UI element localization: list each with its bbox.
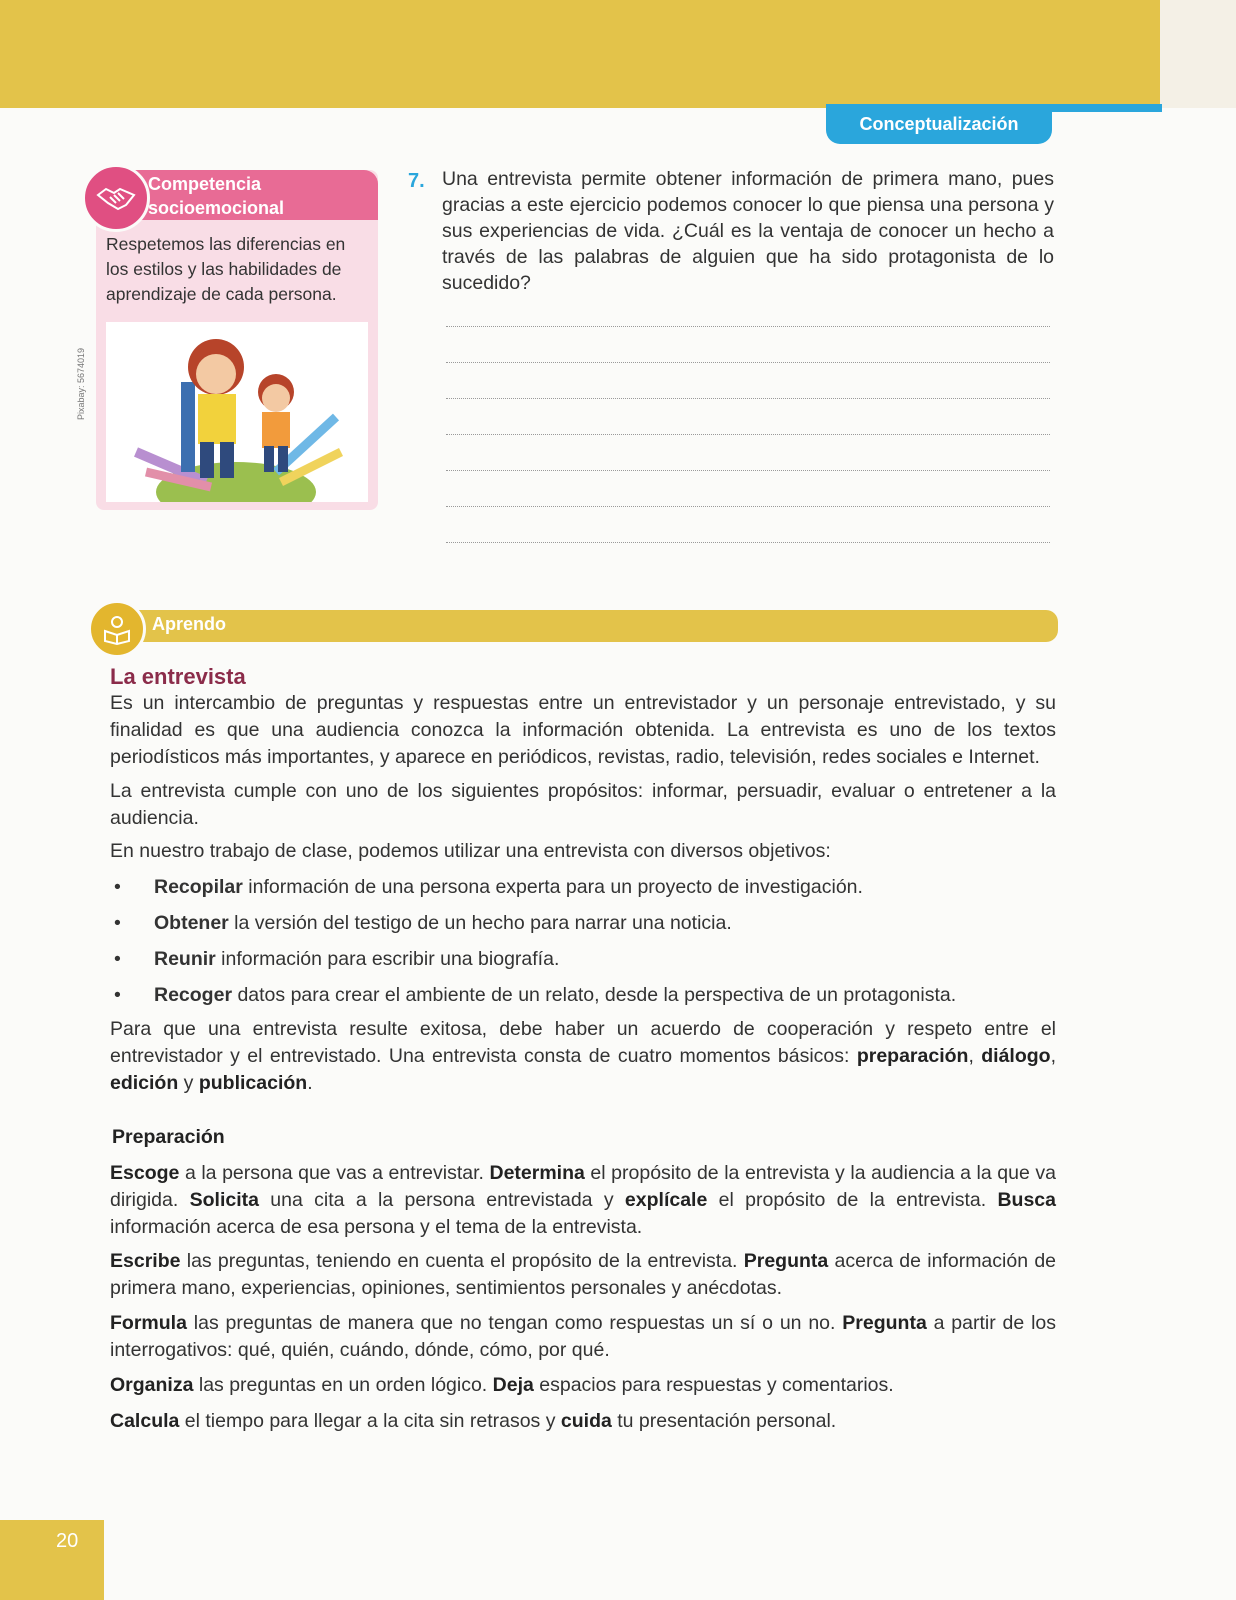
question-text: Una entrevista permite obtener información de primera mano, pues gracias a este ejercicio podemos conocer lo que piensa una persona y sus experiencias de vida. ¿Cuál es la ventaja de conocer un hecho a través de las palabras de alguien que ha sido protagonista de lo sucedido?	[442, 168, 1054, 294]
aprendo-label: Aprendo	[152, 614, 226, 634]
section-tab-line	[1052, 104, 1162, 112]
answer-line[interactable]	[446, 434, 1050, 435]
competence-text: Respetemos las diferencias en los estilos y las habilidades de aprendizaje de cada persona.	[106, 234, 346, 304]
answer-line[interactable]	[446, 506, 1050, 507]
handshake-icon	[82, 164, 150, 232]
list-item: Reunir información para escribir una biografía.	[154, 948, 560, 970]
answer-line[interactable]	[446, 326, 1050, 327]
page-number: 20	[56, 1530, 79, 1552]
question-number: 7.	[408, 170, 425, 192]
paragraph-prep-1: Escoge a la persona que vas a entrevistar. Determina el propósito de la entrevista y la audiencia a la que va dirigida. Solicita una cita a la persona entrevistada y explícale el propósito de la entrevista. Busca información acerca de esa persona y el tema de la entrevista.	[110, 1162, 1056, 1238]
bullet-dot: •	[114, 948, 121, 970]
paragraph-definition: Es un intercambio de preguntas y respuestas entre un entrevistador y un personaje entrevistado, y su finalidad es que una audiencia conozca la información obtenida. La entrevista es uno de los textos periodísticos más importantes, y aparece en periódicos, revistas, radio, televisión, redes sociales e Internet.	[110, 692, 1056, 768]
top-band	[0, 0, 1160, 108]
paragraph-prep-2: Escribe las preguntas, teniendo en cuenta el propósito de la entrevista. Pregunta acerca de información de primera mano, experiencias, opiniones, sentimientos personales y anécdotas.	[110, 1250, 1057, 1299]
page-number-box	[0, 1520, 104, 1600]
answer-line[interactable]	[446, 398, 1050, 399]
top-band-margin	[1160, 0, 1236, 108]
bullet-dot: •	[114, 912, 121, 934]
list-item: Recoger datos para crear el ambiente de un relato, desde la perspectiva de un protagonista.	[154, 984, 957, 1006]
bullet-dot: •	[114, 984, 121, 1006]
paragraph-prep-5: Calcula el tiempo para llegar a la cita sin retrasos y cuida tu presentación personal.	[110, 1410, 837, 1432]
paragraph-prep-3: Formula las preguntas de manera que no tengan como respuestas un sí o un no. Pregunta a partir de los interrogativos: qué, quién, cuándo, dónde, cómo, por qué.	[110, 1312, 1057, 1361]
competence-box	[96, 170, 378, 510]
subsection-title: Preparación	[112, 1126, 225, 1148]
section-title: La entrevista	[110, 664, 246, 689]
reader-icon	[88, 600, 146, 658]
paragraph-purposes: La entrevista cumple con uno de los siguientes propósitos: informar, persuadir, evaluar o entretener a la audiencia.	[110, 780, 1056, 829]
answer-line[interactable]	[446, 470, 1050, 471]
section-tab: Conceptualización	[826, 104, 1052, 144]
paragraph-prep-4: Organiza las preguntas en un orden lógico. Deja espacios para respuestas y comentarios.	[110, 1374, 894, 1396]
answer-line[interactable]	[446, 542, 1050, 543]
bullet-dot: •	[114, 876, 121, 898]
competence-title: Competencia socioemocional	[148, 174, 285, 218]
list-item: Recopilar información de una persona experta para un proyecto de investigación.	[154, 876, 863, 898]
paragraph-objectives-intro: En nuestro trabajo de clase, podemos utilizar una entrevista con diversos objetivos:	[110, 840, 831, 862]
aprendo-bar	[104, 610, 1058, 642]
paragraph-moments: Para que una entrevista resulte exitosa, debe haber un acuerdo de cooperación y respeto entre el entrevistador y el entrevistado. Una entrevista consta de cuatro momentos básicos: preparación, diálogo, edición y publicación.	[110, 1018, 1056, 1094]
answer-line[interactable]	[446, 362, 1050, 363]
list-item: Obtener la versión del testigo de un hecho para narrar una noticia.	[154, 912, 732, 934]
image-credit: Pixabay: 5674019	[76, 347, 86, 420]
illustration-adult-child	[106, 322, 368, 502]
